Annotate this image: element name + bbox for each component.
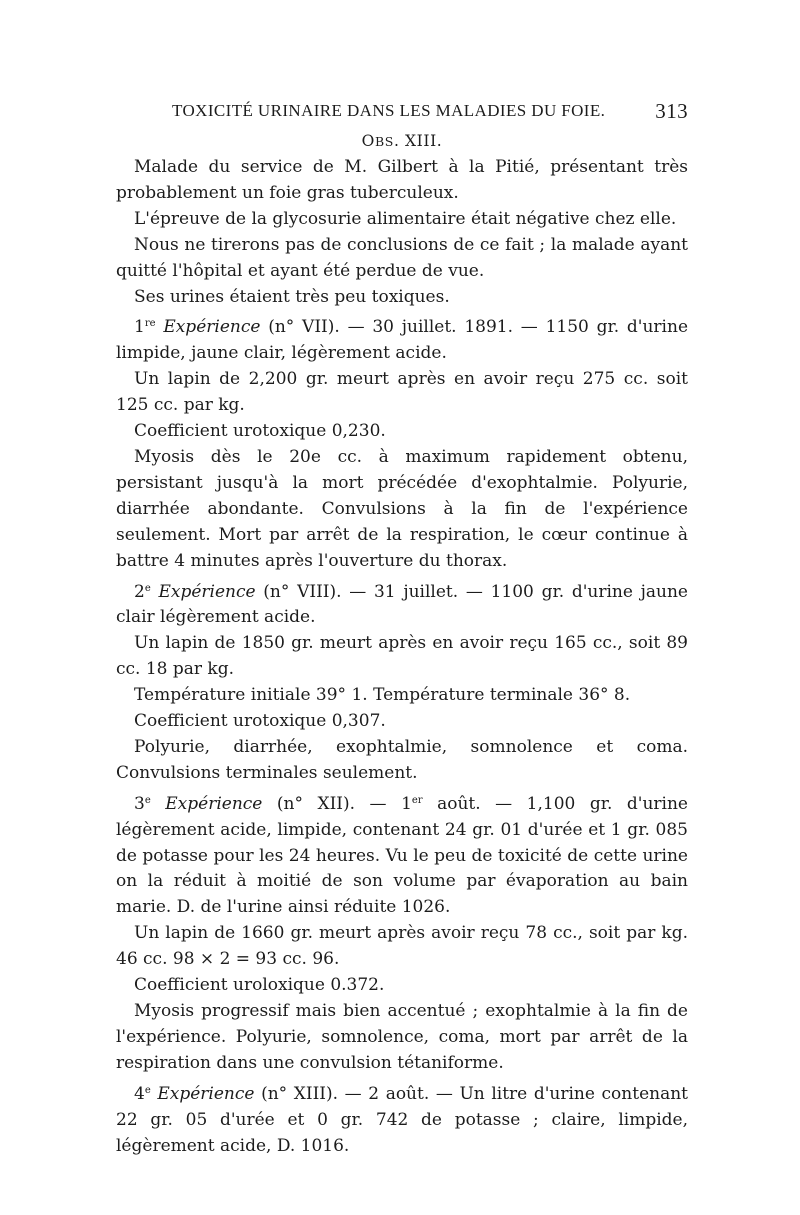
paragraph-urine-toxicity: Ses urines étaient très peu toxiques. [134, 286, 450, 307]
paragraph-exp1-coefficient: Coefficient urotoxique 0,230. [134, 421, 386, 442]
experiment-4-number: 4 [134, 1083, 145, 1104]
experiment-1-label: Expérience [163, 317, 261, 338]
experiment-1-ordinal: re [144, 318, 156, 330]
paragraph-conclusions: Nous ne tirerons pas de conclusions de ce fait ; la malade ayant quitté l'hôpital et ayant été perdue de vue. [116, 234, 688, 281]
paragraph-glycosuria: L'épreuve de la glycosurie alimentaire était négative chez elle. [134, 208, 677, 229]
body-text [116, 126, 688, 1159]
paragraph-exp2-symptoms: Polyurie, diarrhée, exophtalmie, somnolence et coma. Convulsions terminales seulement. [116, 736, 688, 783]
page-number: 313 [655, 99, 688, 123]
running-title: TOXICITÉ URINAIRE DANS LES MALADIES DU FOIE. [172, 101, 606, 120]
observation-title-small: BS [374, 134, 394, 149]
experiment-4-label: Expérience [157, 1083, 255, 1104]
experiment-3-label: Expérience [165, 793, 263, 814]
paragraph-exp3-coefficient: Coefficient uroloxique 0.372. [134, 975, 385, 996]
experiment-3-date-ordinal: er [411, 794, 423, 806]
observation-title [116, 129, 688, 155]
observation-title-cap: O [361, 132, 375, 150]
paragraph-exp1-symptoms: Myosis dès le 20e cc. à maximum rapidement obtenu, persistant jusqu'à la mort précédée d'exophtalmie. Polyurie, diarrhée abondante. Convulsions à la fin de l'expérience seulement. Mort par arrêt de la respiration, le cœur continue à battre 4 minutes après l'ouverture du thorax. [116, 446, 688, 571]
experiment-4-ordinal: e [144, 1084, 151, 1096]
experiment-3-ordinal: e [144, 794, 151, 806]
experiment-3-heading [116, 792, 688, 922]
experiment-2-label: Expérience [158, 581, 256, 602]
experiment-4-details: (n° XIII). — 2 août. — Un litre d'urine contenant 22 gr. 05 d'urée et 0 gr. 742 de potasse ; claire, limpide, légèrement acide, D. 1016. [116, 1083, 688, 1156]
paragraph-exp3-symptoms: Myosis progressif mais bien accentué ; exophtalmie à la fin de l'expérience. Polyurie, somnolence, coma, mort par arrêt de la respiration dans une convulsion tétaniforme. [116, 1001, 688, 1073]
experiment-2-number: 2 [134, 581, 145, 602]
experiment-3-number: 3 [134, 793, 145, 814]
paragraph-exp2-temperature: Température initiale 39° 1. Température terminale 36° 8. [134, 685, 631, 706]
experiment-2-heading [116, 580, 688, 632]
experiment-1-heading [116, 315, 688, 367]
paragraph-exp2-coefficient: Coefficient urotoxique 0,307. [134, 711, 386, 732]
paragraph-exp1-rabbit: Un lapin de 2,200 gr. meurt après en avoir reçu 275 cc. soit 125 cc. par kg. [116, 369, 688, 416]
experiment-1-number: 1 [134, 317, 145, 338]
paragraph-exp2-rabbit: Un lapin de 1850 gr. meurt après en avoir reçu 165 cc., soit 89 cc. 18 par kg. [116, 633, 688, 680]
experiment-3-details-a: (n° XII). — 1 [262, 793, 412, 814]
experiment-3-details-b: août. — 1,100 gr. d'urine légèrement acide, limpide, contenant 24 gr. 01 d'urée et 1 gr. 085 de potasse pour les 24 heures. Vu le peu de toxicité de cette urine on la réduit à moitié de son volume par évaporation au bain marie. D. de l'urine ainsi réduite 1026. [116, 793, 688, 918]
experiment-2-details: (n° VIII). — 31 juillet. — 1100 gr. d'urine jaune clair légèrement acide. [116, 581, 688, 628]
paragraph-patient: Malade du service de M. Gilbert à la Pitié, présentant très probablement un foie gras tuberculeux. [116, 157, 688, 203]
page-header [172, 99, 688, 125]
observation-title-rest: . XIII. [393, 132, 443, 150]
experiment-2-ordinal: e [144, 582, 151, 594]
experiment-4-heading [116, 1082, 688, 1160]
experiment-1-details: (n° VII). — 30 juillet. 1891. — 1150 gr. d'urine limpide, jaune clair, légèrement acide. [116, 317, 689, 364]
paragraph-exp3-rabbit: Un lapin de 1660 gr. meurt après avoir reçu 78 cc., soit par kg. 46 cc. 98 × 2 = 93 cc. 96. [116, 923, 688, 970]
